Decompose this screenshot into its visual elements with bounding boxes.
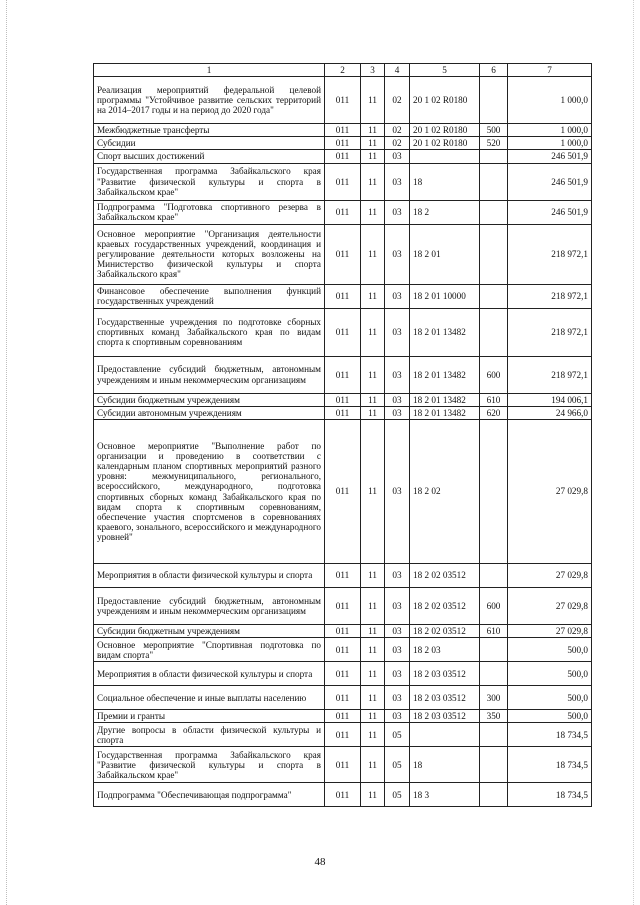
table-row bbox=[94, 406, 592, 419]
target-article-code: 18 2 bbox=[410, 200, 480, 224]
item-name: Мероприятия в области физической культуры и спорта bbox=[94, 564, 325, 588]
ministry-code: 011 bbox=[325, 393, 361, 406]
amount: 18 734,5 bbox=[508, 723, 592, 747]
target-article-code: 18 2 03 bbox=[410, 638, 480, 662]
table-row bbox=[94, 710, 592, 723]
subsection-code: 05 bbox=[385, 783, 410, 807]
section-code: 11 bbox=[361, 686, 385, 710]
ministry-code: 011 bbox=[325, 710, 361, 723]
item-name: Реализация мероприятий федеральной целевой программы "Устойчивое развитие сельских территорий на 2014–2017 годы и на период до 2020 года" bbox=[94, 77, 325, 124]
amount: 500,0 bbox=[508, 662, 592, 686]
section-code: 11 bbox=[361, 308, 385, 356]
ministry-code: 011 bbox=[325, 150, 361, 163]
section-code: 11 bbox=[361, 783, 385, 807]
column-header: 6 bbox=[480, 64, 508, 77]
amount: 27 029,8 bbox=[508, 625, 592, 638]
amount: 500,0 bbox=[508, 710, 592, 723]
target-article-code: 18 2 01 13482 bbox=[410, 308, 480, 356]
subsection-code: 03 bbox=[385, 200, 410, 224]
subsection-code: 03 bbox=[385, 284, 410, 308]
item-name: Основное мероприятие "Спортивная подготовка по видам спорта" bbox=[94, 638, 325, 662]
target-article-code: 18 2 01 bbox=[410, 224, 480, 284]
subsection-code: 03 bbox=[385, 564, 410, 588]
ministry-code: 011 bbox=[325, 625, 361, 638]
item-name: Мероприятия в области физической культуры и спорта bbox=[94, 662, 325, 686]
item-name: Социальное обеспечение и иные выплаты населению bbox=[94, 686, 325, 710]
amount: 194 006,1 bbox=[508, 393, 592, 406]
amount: 500,0 bbox=[508, 638, 592, 662]
subsection-code: 03 bbox=[385, 356, 410, 393]
scan-edge-right bbox=[633, 0, 634, 905]
subsection-code: 03 bbox=[385, 224, 410, 284]
item-name: Межбюджетные трансферты bbox=[94, 124, 325, 137]
table-row bbox=[94, 356, 592, 393]
table-row bbox=[94, 163, 592, 200]
item-name: Субсидии бюджетным учреждениям bbox=[94, 625, 325, 638]
item-name: Субсидии бюджетным учреждениям bbox=[94, 393, 325, 406]
expense-type-code: 520 bbox=[480, 137, 508, 150]
expense-type-code: 500 bbox=[480, 124, 508, 137]
ministry-code: 011 bbox=[325, 200, 361, 224]
section-code: 11 bbox=[361, 150, 385, 163]
ministry-code: 011 bbox=[325, 686, 361, 710]
budget-table-body bbox=[94, 77, 592, 807]
subsection-code: 02 bbox=[385, 77, 410, 124]
amount: 1 000,0 bbox=[508, 77, 592, 124]
subsection-code: 03 bbox=[385, 308, 410, 356]
target-article-code: 18 3 bbox=[410, 783, 480, 807]
ministry-code: 011 bbox=[325, 723, 361, 747]
section-code: 11 bbox=[361, 420, 385, 564]
table-row bbox=[94, 723, 592, 747]
amount: 18 734,5 bbox=[508, 783, 592, 807]
target-article-code: 18 2 01 13482 bbox=[410, 406, 480, 419]
target-article-code: 18 2 02 03512 bbox=[410, 564, 480, 588]
target-article-code: 18 2 03 03512 bbox=[410, 710, 480, 723]
expense-type-code bbox=[480, 783, 508, 807]
subsection-code: 02 bbox=[385, 124, 410, 137]
target-article-code: 18 2 01 13482 bbox=[410, 356, 480, 393]
section-code: 11 bbox=[361, 77, 385, 124]
target-article-code: 18 2 01 10000 bbox=[410, 284, 480, 308]
column-header: 2 bbox=[325, 64, 361, 77]
section-code: 11 bbox=[361, 137, 385, 150]
item-name: Подпрограмма "Подготовка спортивного резерва в Забайкальском крае" bbox=[94, 200, 325, 224]
section-code: 11 bbox=[361, 224, 385, 284]
section-code: 11 bbox=[361, 638, 385, 662]
ministry-code: 011 bbox=[325, 284, 361, 308]
ministry-code: 011 bbox=[325, 747, 361, 783]
section-code: 11 bbox=[361, 625, 385, 638]
ministry-code: 011 bbox=[325, 163, 361, 200]
ministry-code: 011 bbox=[325, 308, 361, 356]
table-row bbox=[94, 588, 592, 625]
expense-type-code bbox=[480, 200, 508, 224]
item-name: Государственная программа Забайкальского края "Развитие физической культуры и спорта в Забайкальском крае" bbox=[94, 163, 325, 200]
amount: 218 972,1 bbox=[508, 224, 592, 284]
expense-type-code: 300 bbox=[480, 686, 508, 710]
ministry-code: 011 bbox=[325, 662, 361, 686]
section-code: 11 bbox=[361, 662, 385, 686]
expense-type-code bbox=[480, 747, 508, 783]
subsection-code: 05 bbox=[385, 723, 410, 747]
budget-table bbox=[93, 63, 592, 807]
section-code: 11 bbox=[361, 588, 385, 625]
ministry-code: 011 bbox=[325, 77, 361, 124]
table-row bbox=[94, 747, 592, 783]
table-row bbox=[94, 200, 592, 224]
table-row bbox=[94, 625, 592, 638]
table-row bbox=[94, 564, 592, 588]
ministry-code: 011 bbox=[325, 420, 361, 564]
table-row bbox=[94, 137, 592, 150]
item-name: Основное мероприятие "Организация деятельности краевых государственных учреждений, координация и регулирование деятельности которых возложены на Министерство физической культуры и спорта Забайкальского края" bbox=[94, 224, 325, 284]
expense-type-code: 600 bbox=[480, 588, 508, 625]
item-name: Предоставление субсидий бюджетным, автономным учреждениям и иным некоммерческим организациям bbox=[94, 588, 325, 625]
ministry-code: 011 bbox=[325, 638, 361, 662]
subsection-code: 03 bbox=[385, 710, 410, 723]
table-row bbox=[94, 393, 592, 406]
subsection-code: 03 bbox=[385, 163, 410, 200]
section-code: 11 bbox=[361, 564, 385, 588]
target-article-code: 18 bbox=[410, 747, 480, 783]
item-name: Государственные учреждения по подготовке сборных спортивных команд Забайкальского края по видам спорта к спортивным соревнованиям bbox=[94, 308, 325, 356]
ministry-code: 011 bbox=[325, 124, 361, 137]
section-code: 11 bbox=[361, 747, 385, 783]
scan-edge-left bbox=[6, 0, 7, 905]
table-row bbox=[94, 638, 592, 662]
subsection-code: 03 bbox=[385, 420, 410, 564]
target-article-code bbox=[410, 723, 480, 747]
section-code: 11 bbox=[361, 124, 385, 137]
target-article-code: 18 2 03 03512 bbox=[410, 662, 480, 686]
table-row bbox=[94, 124, 592, 137]
subsection-code: 03 bbox=[385, 662, 410, 686]
expense-type-code bbox=[480, 308, 508, 356]
expense-type-code: 350 bbox=[480, 710, 508, 723]
table-row bbox=[94, 284, 592, 308]
ministry-code: 011 bbox=[325, 564, 361, 588]
table-row bbox=[94, 150, 592, 163]
expense-type-code bbox=[480, 163, 508, 200]
subsection-code: 03 bbox=[385, 150, 410, 163]
table-row bbox=[94, 224, 592, 284]
subsection-code: 03 bbox=[385, 588, 410, 625]
ministry-code: 011 bbox=[325, 783, 361, 807]
section-code: 11 bbox=[361, 723, 385, 747]
table-row bbox=[94, 308, 592, 356]
item-name: Основное мероприятие "Выполнение работ по организации и проведению в соответствии с календарным планом спортивных мероприятий разного уровня: межмуниципального, регионального, всероссийского, международного, подготовка спортивных сборных команд Забайкальского края по видам спорта к спортивным соревнованиям, обеспечение участия спортсменов в соревнованиях краевого, зонального, всероссийского и международного уровней" bbox=[94, 420, 325, 564]
subsection-code: 03 bbox=[385, 625, 410, 638]
expense-type-code bbox=[480, 77, 508, 124]
target-article-code bbox=[410, 150, 480, 163]
table-row bbox=[94, 662, 592, 686]
subsection-code: 03 bbox=[385, 638, 410, 662]
table-row bbox=[94, 783, 592, 807]
ministry-code: 011 bbox=[325, 137, 361, 150]
column-header: 3 bbox=[361, 64, 385, 77]
amount: 24 966,0 bbox=[508, 406, 592, 419]
section-code: 11 bbox=[361, 284, 385, 308]
amount: 27 029,8 bbox=[508, 588, 592, 625]
expense-type-code bbox=[480, 284, 508, 308]
item-name: Спорт высших достижений bbox=[94, 150, 325, 163]
target-article-code: 18 2 02 03512 bbox=[410, 588, 480, 625]
subsection-code: 03 bbox=[385, 406, 410, 419]
section-code: 11 bbox=[361, 163, 385, 200]
subsection-code: 02 bbox=[385, 137, 410, 150]
expense-type-code: 600 bbox=[480, 356, 508, 393]
table-header-row bbox=[94, 64, 592, 77]
section-code: 11 bbox=[361, 393, 385, 406]
expense-type-code bbox=[480, 638, 508, 662]
target-article-code: 18 2 02 03512 bbox=[410, 625, 480, 638]
target-article-code: 20 1 02 R0180 bbox=[410, 124, 480, 137]
item-name: Субсидии автономным учреждениям bbox=[94, 406, 325, 419]
item-name: Подпрограмма "Обеспечивающая подпрограмма" bbox=[94, 783, 325, 807]
amount: 18 734,5 bbox=[508, 747, 592, 783]
item-name: Государственная программа Забайкальского края "Развитие физической культуры и спорта в Забайкальском крае" bbox=[94, 747, 325, 783]
amount: 1 000,0 bbox=[508, 124, 592, 137]
target-article-code: 18 bbox=[410, 163, 480, 200]
section-code: 11 bbox=[361, 710, 385, 723]
target-article-code: 20 1 02 R0180 bbox=[410, 77, 480, 124]
subsection-code: 03 bbox=[385, 686, 410, 710]
column-header: 7 bbox=[508, 64, 592, 77]
amount: 1 000,0 bbox=[508, 137, 592, 150]
expense-type-code bbox=[480, 723, 508, 747]
item-name: Субсидии bbox=[94, 137, 325, 150]
target-article-code: 18 2 01 13482 bbox=[410, 393, 480, 406]
page-number: 48 bbox=[314, 856, 326, 868]
target-article-code: 20 1 02 R0180 bbox=[410, 137, 480, 150]
amount: 246 501,9 bbox=[508, 200, 592, 224]
table-row bbox=[94, 420, 592, 564]
expense-type-code: 610 bbox=[480, 625, 508, 638]
amount: 246 501,9 bbox=[508, 163, 592, 200]
item-name: Другие вопросы в области физической культуры и спорта bbox=[94, 723, 325, 747]
expense-type-code bbox=[480, 564, 508, 588]
column-header: 1 bbox=[94, 64, 325, 77]
amount: 27 029,8 bbox=[508, 420, 592, 564]
expense-type-code bbox=[480, 150, 508, 163]
item-name: Премии и гранты bbox=[94, 710, 325, 723]
amount: 246 501,9 bbox=[508, 150, 592, 163]
section-code: 11 bbox=[361, 406, 385, 419]
amount: 500,0 bbox=[508, 686, 592, 710]
section-code: 11 bbox=[361, 200, 385, 224]
expense-type-code bbox=[480, 662, 508, 686]
expense-type-code: 620 bbox=[480, 406, 508, 419]
ministry-code: 011 bbox=[325, 356, 361, 393]
table-row bbox=[94, 686, 592, 710]
ministry-code: 011 bbox=[325, 588, 361, 625]
amount: 27 029,8 bbox=[508, 564, 592, 588]
expense-type-code bbox=[480, 224, 508, 284]
expense-type-code: 610 bbox=[480, 393, 508, 406]
amount: 218 972,1 bbox=[508, 284, 592, 308]
expense-type-code bbox=[480, 420, 508, 564]
target-article-code: 18 2 02 bbox=[410, 420, 480, 564]
ministry-code: 011 bbox=[325, 406, 361, 419]
amount: 218 972,1 bbox=[508, 356, 592, 393]
column-header: 5 bbox=[410, 64, 480, 77]
ministry-code: 011 bbox=[325, 224, 361, 284]
subsection-code: 03 bbox=[385, 393, 410, 406]
item-name: Финансовое обеспечение выполнения функций государственных учреждений bbox=[94, 284, 325, 308]
amount: 218 972,1 bbox=[508, 308, 592, 356]
section-code: 11 bbox=[361, 356, 385, 393]
target-article-code: 18 2 03 03512 bbox=[410, 686, 480, 710]
table-row bbox=[94, 77, 592, 124]
item-name: Предоставление субсидий бюджетным, автономным учреждениям и иным некоммерческим организациям bbox=[94, 356, 325, 393]
column-header: 4 bbox=[385, 64, 410, 77]
subsection-code: 05 bbox=[385, 747, 410, 783]
